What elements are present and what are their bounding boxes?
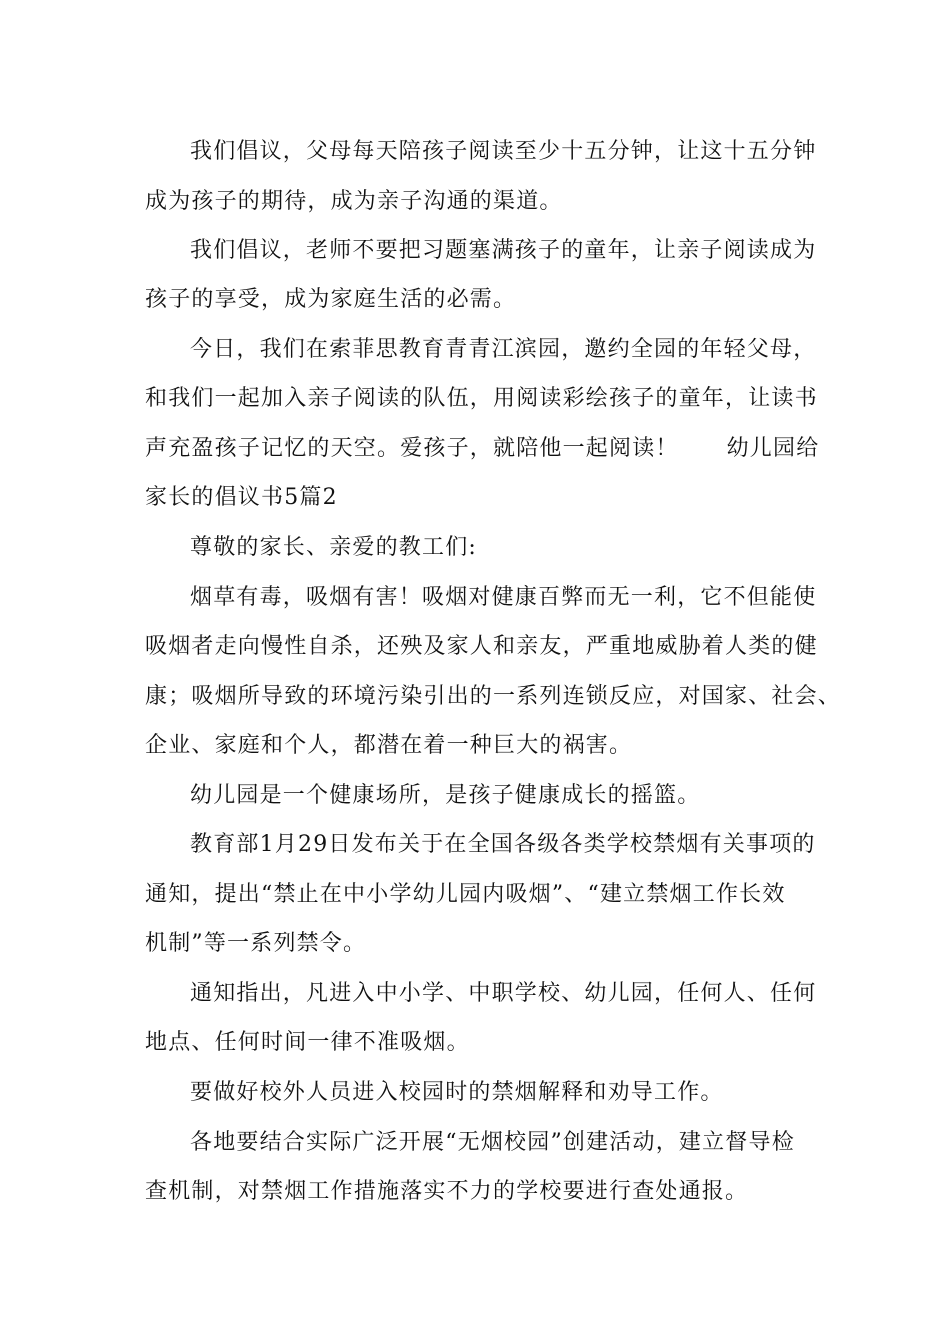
text-line: 要做好校外人员进入校园时的禁烟解释和劝导工作。 bbox=[190, 1080, 724, 1105]
section-heading-start: 幼儿园给 bbox=[726, 436, 820, 461]
text-line: 通知指出，凡进入中小学、中职学校、幼儿园，任何人、任何 bbox=[190, 981, 817, 1006]
text-line: 声充盈孩子记忆的天空。爱孩子，就陪他一起阅读！ bbox=[145, 436, 679, 461]
text-line: 机制”等一系列禁令。 bbox=[145, 931, 367, 956]
text-line-with-heading bbox=[145, 434, 819, 464]
text-line: 我们倡议，老师不要把习题塞满孩子的童年，让亲子阅读成为 bbox=[190, 238, 817, 263]
text-line: 查机制，对禁烟工作措施落实不力的学校要进行查处通报。 bbox=[145, 1179, 749, 1204]
text-line: 我们倡议，父母每天陪孩子阅读至少十五分钟，让这十五分钟 bbox=[190, 139, 817, 164]
text-line: 教育部1月29日发布关于在全国各级各类学校禁烟有关事项的 bbox=[190, 832, 816, 857]
salutation: 尊敬的家长、亲爱的教工们: bbox=[190, 535, 478, 560]
text-line: 各地要结合实际广泛开展“无烟校园”创建活动，建立督导检 bbox=[190, 1130, 795, 1155]
text-line: 康；吸烟所导致的环境污染引出的一系列连锁反应，对国家、社会、 bbox=[145, 684, 842, 709]
text-line: 成为孩子的期待，成为亲子沟通的渠道。 bbox=[145, 189, 563, 214]
text-line: 孩子的享受，成为家庭生活的必需。 bbox=[145, 287, 517, 312]
text-line: 幼儿园是一个健康场所，是孩子健康成长的摇篮。 bbox=[190, 783, 701, 808]
text-line: 地点、任何时间一律不准吸烟。 bbox=[145, 1030, 470, 1055]
text-line: 吸烟者走向慢性自杀，还殃及家人和亲友，严重地威胁着人类的健 bbox=[145, 634, 818, 659]
text-line: 和我们一起加入亲子阅读的队伍，用阅读彩绘孩子的童年，让读书 bbox=[145, 386, 818, 411]
section-heading-end: 家长的倡议书5篇2 bbox=[145, 485, 338, 510]
text-line: 企业、家庭和个人，都潜在着一种巨大的祸害。 bbox=[145, 733, 633, 758]
text-line: 通知，提出“禁止在中小学幼儿园内吸烟”、“建立禁烟工作长效 bbox=[145, 882, 786, 907]
text-line: 烟草有毒，吸烟有害！吸烟对健康百弊而无一利，它不但能使 bbox=[190, 585, 817, 610]
text-line: 今日，我们在索菲思教育青青江滨园，邀约全园的年轻父母， bbox=[190, 337, 817, 362]
